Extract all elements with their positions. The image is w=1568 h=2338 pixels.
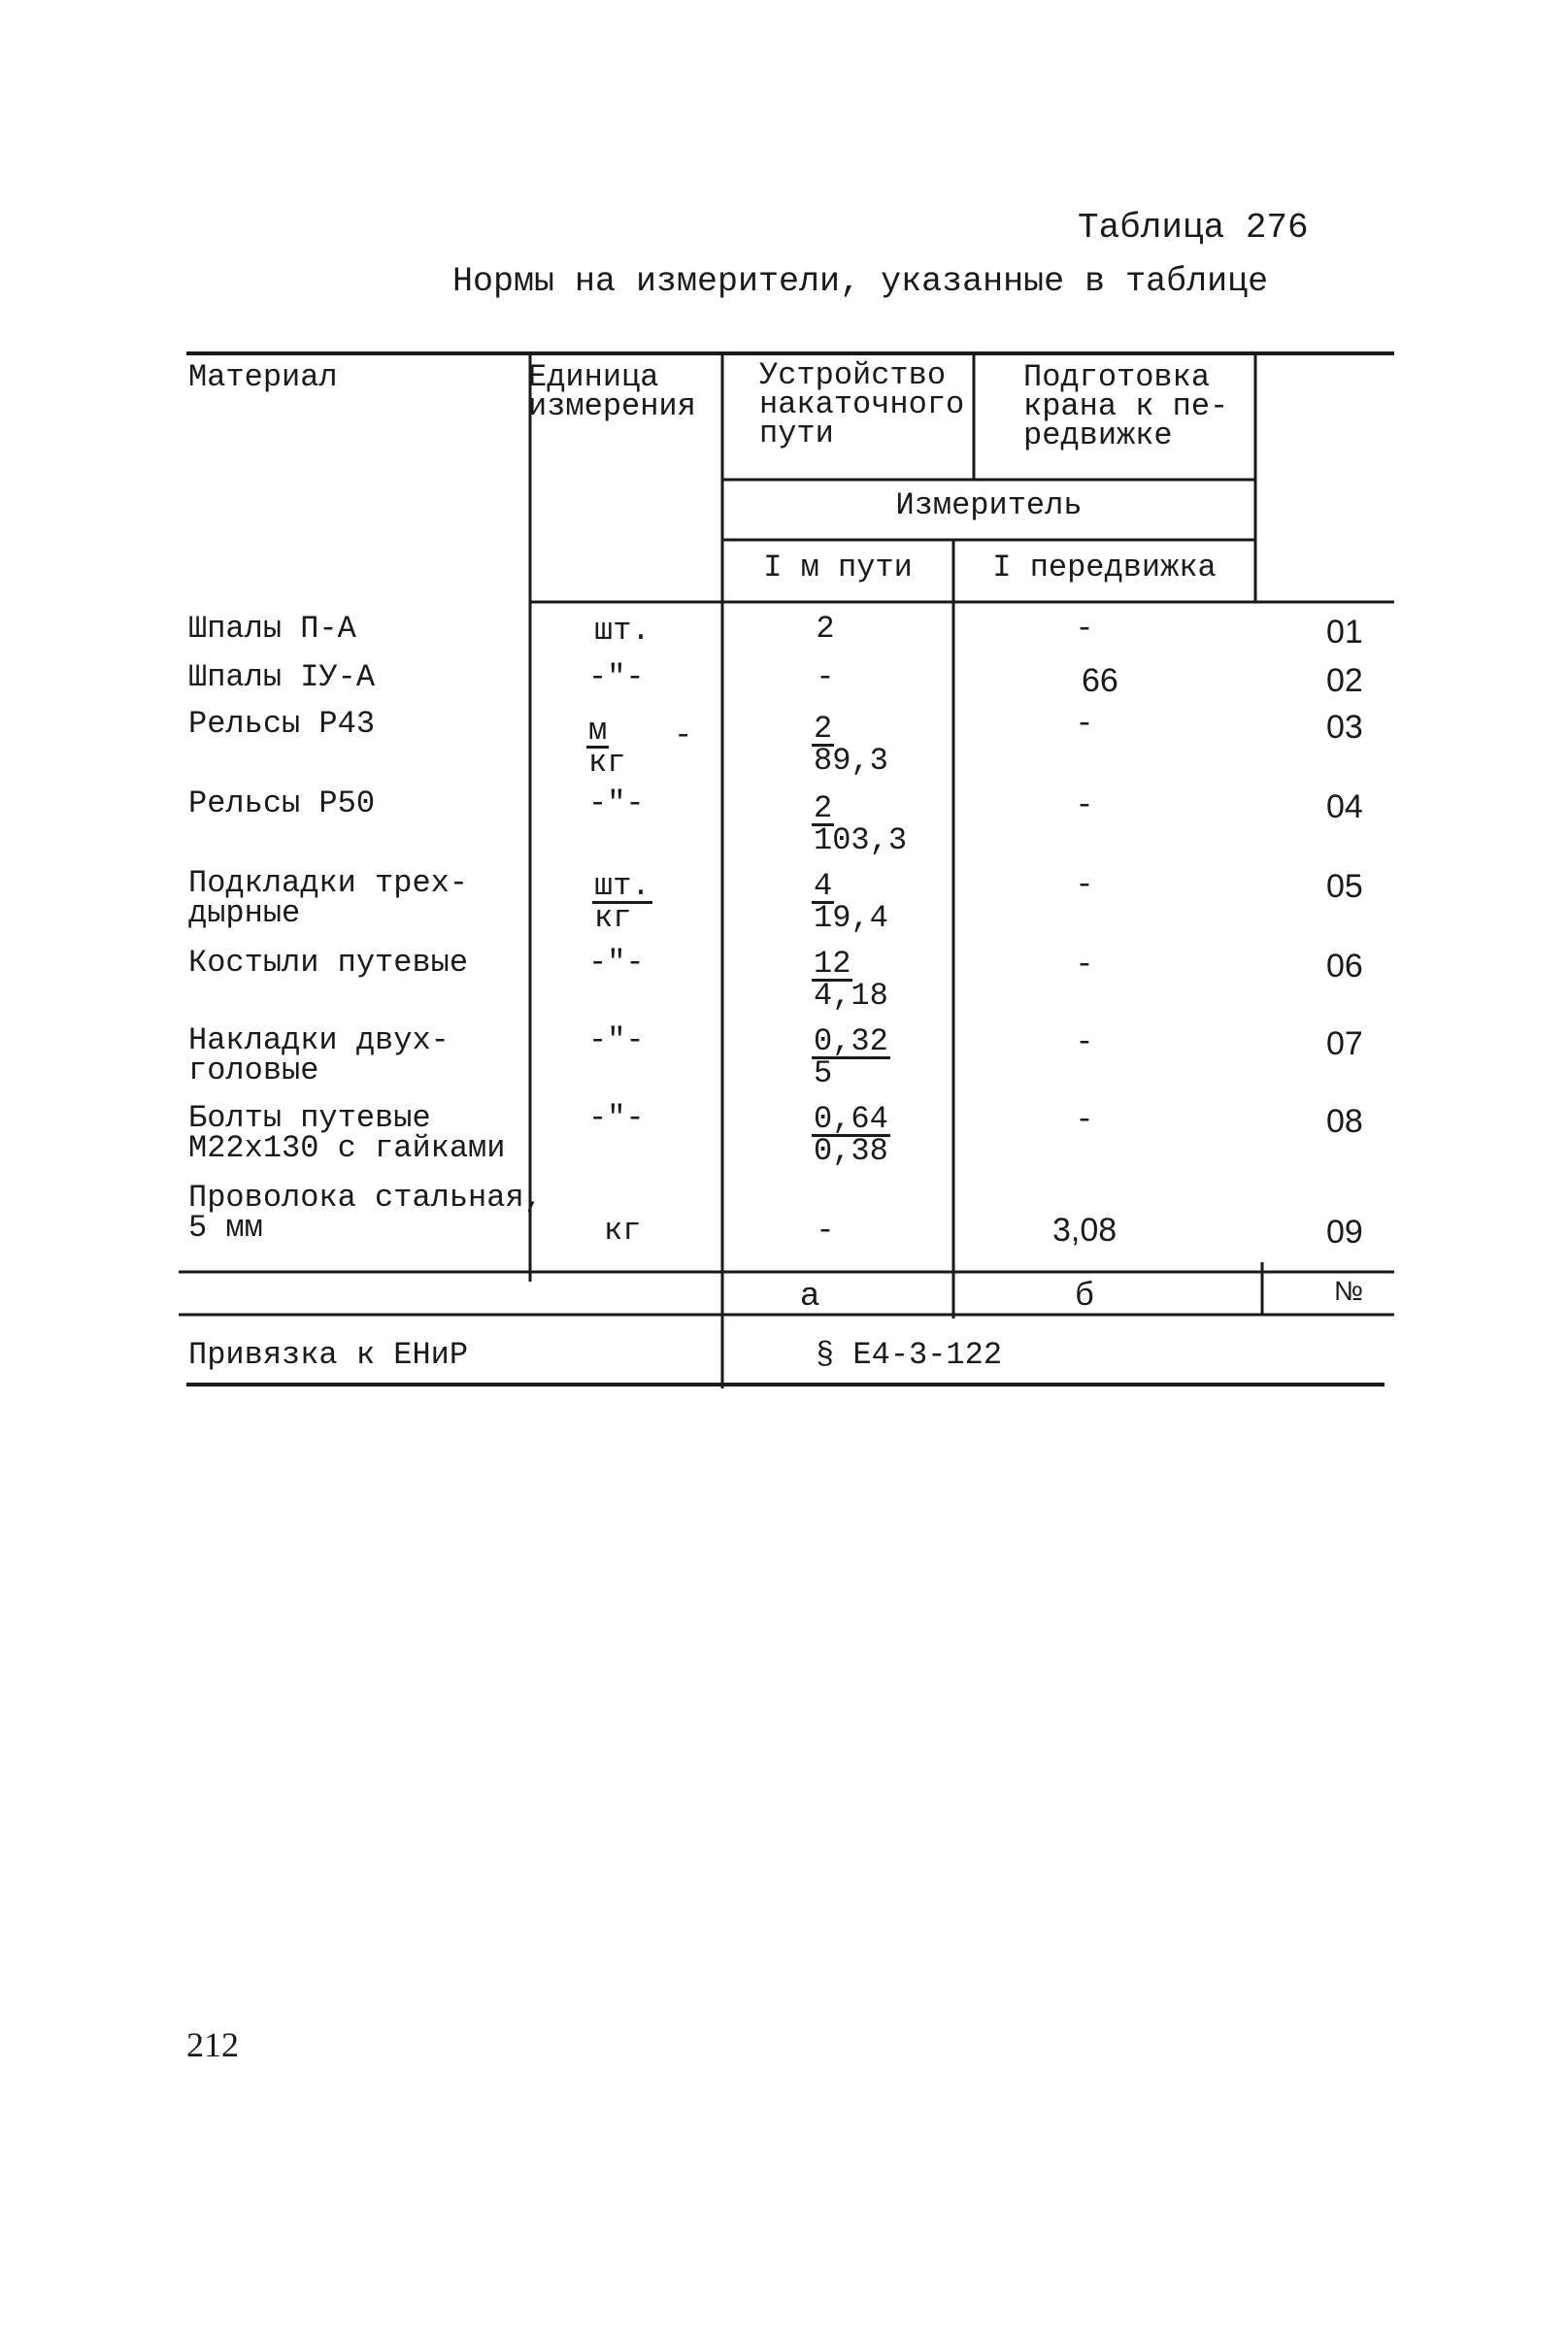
binding-label: Привязка к ЕНиР xyxy=(188,1337,469,1373)
row-unit: шт. xyxy=(594,613,651,649)
fraction-numerator: 12 xyxy=(814,946,851,982)
fraction-denominator: 0,38 xyxy=(814,1133,888,1169)
row-value-b: 3,08 xyxy=(1052,1212,1118,1249)
row-value-b: - xyxy=(1075,706,1094,742)
fraction-denominator: 103,3 xyxy=(814,822,908,858)
row-code: 09 xyxy=(1326,1214,1363,1251)
row-value-a-fraction xyxy=(812,711,890,779)
row-code: 06 xyxy=(1326,948,1363,985)
row-material: Костыли путевые xyxy=(188,945,469,981)
fraction-numerator: 4 xyxy=(814,868,833,904)
row-unit-fraction xyxy=(586,713,627,781)
header-meter-b: I передвижка xyxy=(992,550,1217,585)
row-code: 02 xyxy=(1326,662,1363,699)
binding-value: § Е4-3-122 xyxy=(816,1337,1003,1373)
row-unit: -"- xyxy=(588,659,645,695)
header-unit: Единица измерения xyxy=(528,359,696,424)
header-meter-a: I м пути xyxy=(763,550,913,585)
fraction-denominator: кг xyxy=(594,900,632,936)
row-unit-suffix: - xyxy=(674,718,693,753)
fraction-numerator: 0,32 xyxy=(814,1023,888,1059)
row-value-b: 66 xyxy=(1082,662,1118,699)
fraction-numerator: 0,64 xyxy=(814,1101,888,1137)
row-material: Рельсы Р43 xyxy=(188,706,376,742)
row-material: Шпалы IУ-А xyxy=(188,659,376,695)
row-unit: -"- xyxy=(588,1100,645,1136)
footer-col-code: № xyxy=(1334,1276,1364,1306)
row-value-a-fraction xyxy=(812,1101,890,1169)
fraction-denominator: 5 xyxy=(814,1055,833,1091)
table-caption: Нормы на измерители, указанные в таблице xyxy=(452,262,1269,301)
row-code: 05 xyxy=(1326,868,1363,905)
row-value-b: - xyxy=(1075,611,1094,647)
row-unit: -"- xyxy=(588,785,645,821)
row-value-a: - xyxy=(816,659,835,695)
row-material: Шпалы П-А xyxy=(188,611,356,647)
header-col-a: Устройство накаточного пути xyxy=(759,357,965,451)
row-unit-fraction xyxy=(592,868,652,936)
fraction-denominator: кг xyxy=(588,745,626,781)
fraction-denominator: 89,3 xyxy=(814,743,888,779)
row-value-a-fraction xyxy=(812,790,909,858)
row-unit: -"- xyxy=(588,945,645,981)
fraction-denominator: 19,4 xyxy=(814,900,888,936)
row-value-a: 2 xyxy=(816,611,835,647)
row-material: Подкладки трех- дырные xyxy=(188,865,469,931)
fraction-denominator: 4,18 xyxy=(814,978,888,1014)
row-material: Рельсы Р50 xyxy=(188,785,376,821)
row-material: Проволока стальная, 5 мм xyxy=(188,1180,543,1246)
row-value-a: - xyxy=(816,1213,835,1249)
table-number: Таблица 276 xyxy=(1078,208,1309,248)
row-value-a-fraction xyxy=(812,868,890,936)
header-col-b: Подготовка крана к пе- редвижке xyxy=(1023,359,1229,453)
footer-col-b: б xyxy=(1075,1276,1094,1313)
fraction-numerator: 2 xyxy=(814,790,833,826)
row-code: 08 xyxy=(1326,1103,1363,1140)
header-meter: Измеритель xyxy=(895,487,1083,523)
row-value-b: - xyxy=(1075,787,1094,823)
row-material: Накладки двух- головые xyxy=(188,1022,450,1088)
header-material: Материал xyxy=(188,359,338,395)
row-code: 04 xyxy=(1326,788,1363,825)
row-value-b: - xyxy=(1075,1102,1094,1138)
row-unit: -"- xyxy=(588,1022,645,1058)
row-code: 01 xyxy=(1326,614,1363,651)
row-value-b: - xyxy=(1075,947,1094,983)
row-value-a-fraction xyxy=(812,946,890,1014)
row-code: 03 xyxy=(1326,709,1363,746)
row-value-b: - xyxy=(1075,867,1094,903)
row-value-a-fraction xyxy=(812,1023,890,1091)
fraction-numerator: шт. xyxy=(594,868,651,904)
fraction-numerator: м xyxy=(588,713,608,749)
fraction-numerator: 2 xyxy=(814,711,833,747)
row-unit: кг xyxy=(604,1213,642,1249)
footer-col-a: а xyxy=(800,1276,819,1313)
row-material: Болты путевые М22х130 с гайками xyxy=(188,1100,506,1166)
row-value-b: - xyxy=(1075,1024,1094,1060)
row-code: 07 xyxy=(1326,1025,1363,1062)
page-number: 212 xyxy=(186,2025,239,2064)
